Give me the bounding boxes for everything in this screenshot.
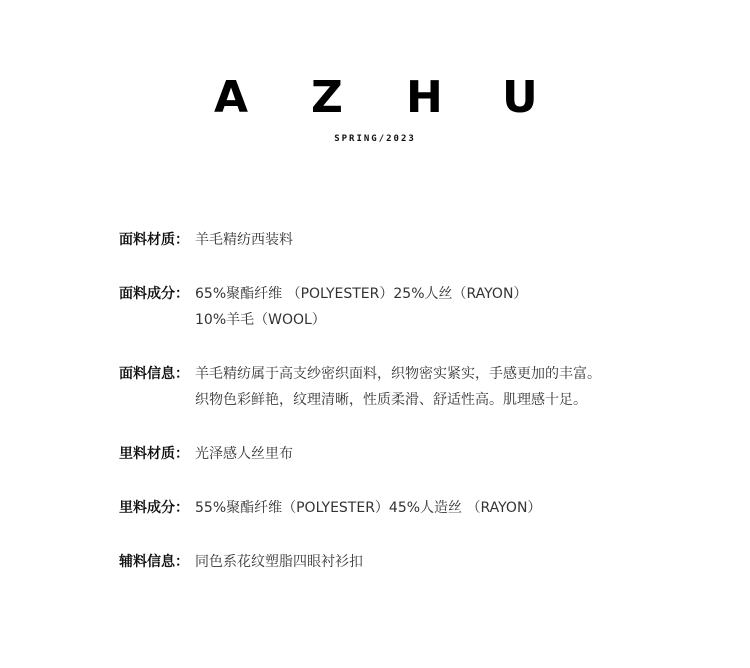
spec-values bbox=[195, 361, 719, 413]
brand-header bbox=[0, 72, 750, 144]
brand-letter: H bbox=[406, 72, 443, 123]
spec-row-accessory-info bbox=[119, 549, 719, 575]
spec-values bbox=[195, 549, 719, 575]
spec-label: 面料成分： bbox=[119, 286, 189, 302]
spec-value: 光泽感人丝里布 bbox=[195, 446, 293, 462]
spec-label: 里料成分： bbox=[119, 500, 189, 516]
spec-label: 面料材质： bbox=[119, 232, 189, 248]
brand-logo bbox=[0, 72, 750, 123]
spec-values bbox=[195, 281, 719, 333]
spec-label: 里料材质： bbox=[119, 446, 189, 462]
spec-row-fabric-info bbox=[119, 361, 719, 413]
brand-letter: U bbox=[502, 72, 538, 123]
spec-value: 羊毛精纺西装料 bbox=[195, 232, 293, 248]
spec-value: 同色系花纹塑脂四眼衬衫扣 bbox=[195, 554, 363, 570]
spec-row-lining-material bbox=[119, 441, 719, 467]
spec-values bbox=[195, 227, 719, 253]
spec-value: 55%聚酯纤维（POLYESTER）45%人造丝 （RAYON） bbox=[195, 500, 542, 516]
spec-values bbox=[195, 441, 719, 467]
spec-value: 65%聚酯纤维 （POLYESTER）25%人丝（RAYON） bbox=[195, 286, 528, 302]
spec-row-lining-composition bbox=[119, 495, 719, 521]
spec-row-fabric-composition bbox=[119, 281, 719, 333]
spec-label: 辅料信息： bbox=[119, 554, 189, 570]
spec-value: 织物色彩鲜艳，纹理清晰，性质柔滑、舒适性高。肌理感十足。 bbox=[195, 392, 587, 408]
spec-list bbox=[119, 227, 719, 575]
spec-value: 羊毛精纺属于高支纱密织面料，织物密实紧实，手感更加的丰富。 bbox=[195, 366, 601, 382]
brand-tagline: SPRING/2023 bbox=[334, 134, 416, 144]
spec-values bbox=[195, 495, 719, 521]
spec-row-fabric-material bbox=[119, 227, 719, 253]
brand-letter: A bbox=[214, 72, 249, 123]
brand-letter: Z bbox=[311, 72, 343, 123]
spec-value: 10%羊毛（WOOL） bbox=[195, 312, 326, 328]
spec-label: 面料信息： bbox=[119, 366, 189, 382]
